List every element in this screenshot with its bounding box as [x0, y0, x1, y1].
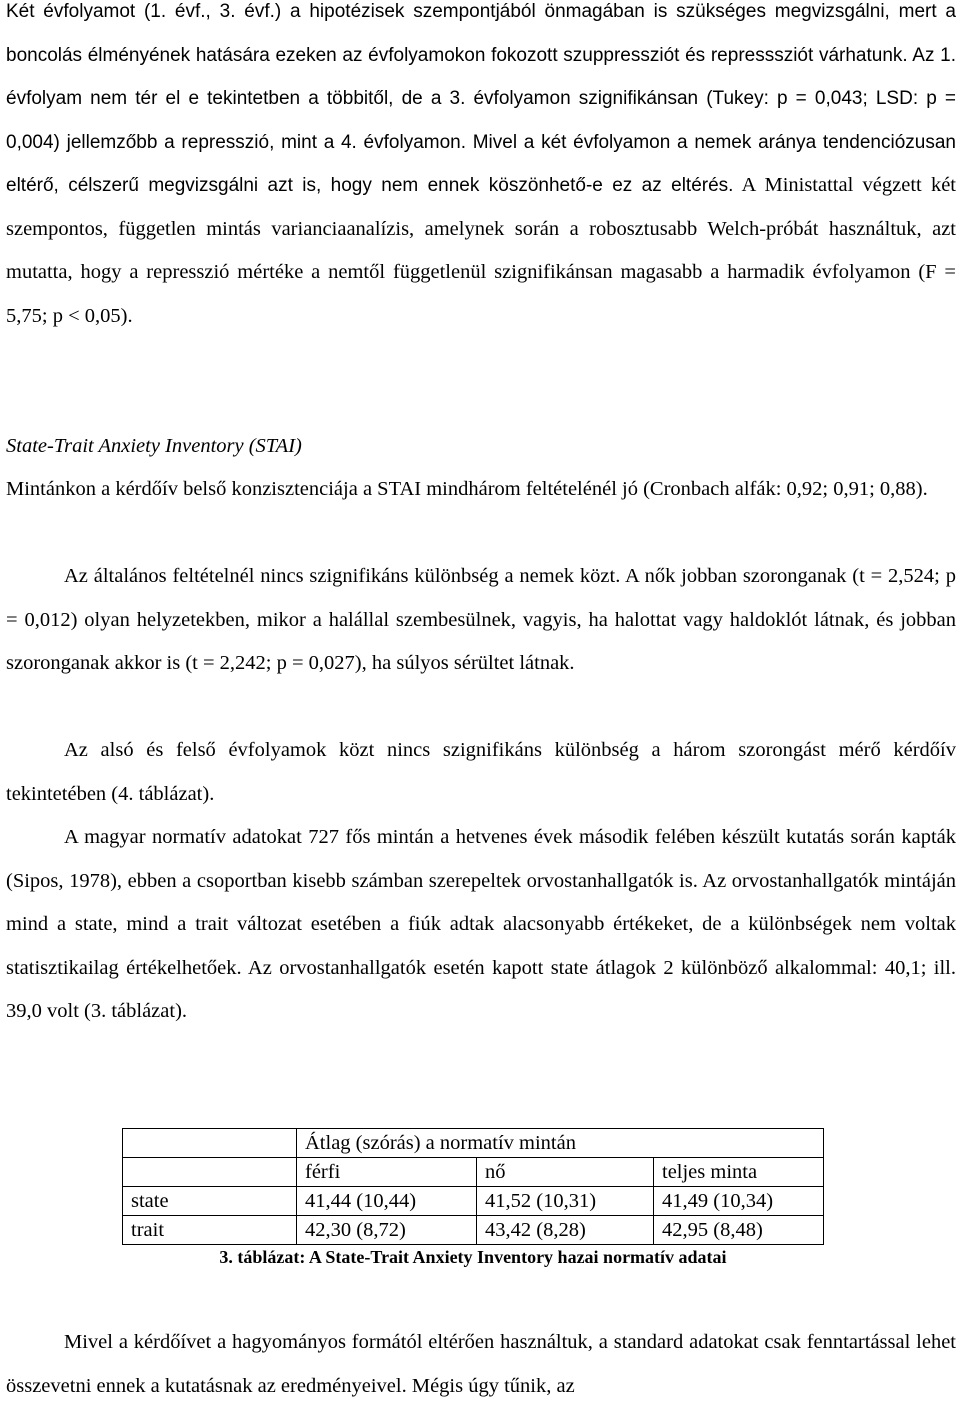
- paragraph-1-serif-text: A Ministattal végzett két szempontos, független mintás varianciaanalízis, amelynek során a robosztusabb Welch-próbát használtuk, azt mutatta, hogy a represszió mértéke a nemtől függetlenül szignifikánsan magasabb a harmadik évfolyamon (F = 5,75; p < 0,05).: [6, 174, 956, 327]
- paragraph-4: Az alsó és felső évfolyamok közt nincs szignifikáns különbség a három szorongást mérő kérdőív tekintetében (4. táblázat).: [6, 739, 956, 805]
- table-cell: trait: [123, 1216, 297, 1245]
- section-heading-stai: State-Trait Anxiety Inventory (STAI): [6, 435, 302, 457]
- table-header-cell: férfi: [297, 1158, 477, 1187]
- table-cell: 41,44 (10,44): [297, 1187, 477, 1216]
- table-cell: 43,42 (8,28): [477, 1216, 654, 1245]
- table-cell: 42,95 (8,48): [654, 1216, 824, 1245]
- table-cell: state: [123, 1187, 297, 1216]
- table-header-cell: nő: [477, 1158, 654, 1187]
- norm-table: [122, 1128, 824, 1245]
- table-header-row: [123, 1158, 824, 1187]
- norm-table-block: [122, 1128, 824, 1269]
- paragraph-5: A magyar normatív adatokat 727 fős mintán a hetvenes évek második felében készült kutatás során kapták (Sipos, 1978), ebben a csoportban kisebb számban szerepeltek orvostanhallgatók is. Az orvostanhallgatók mintáján mind a state, mind a trait változat esetében a fiúk adtak alacsonyabb értékeket, de a különbségek nem voltak statisztikailag értékelhetőek. Az orvostanhallgatók esetén kapott state átlagok 2 különböző alkalommal: 40,1; ill. 39,0 volt (3. táblázat).: [6, 826, 956, 1022]
- table-row: [123, 1216, 824, 1245]
- table-caption: 3. táblázat: A State-Trait Anxiety Inventory hazai normatív adatai: [219, 1247, 727, 1267]
- paragraph-3: Az általános feltételnél nincs szignifikáns különbség a nemek közt. A nők jobban szoronganak (t = 2,524; p = 0,012) olyan helyzetekben, mikor a halállal szembesülnek, vagyis, ha halottat vagy haldoklót látnak, és jobban szoronganak akkor is (t = 2,242; p = 0,027), ha súlyos sérültet látnak.: [6, 565, 956, 674]
- table-corner-cell: [123, 1129, 297, 1158]
- paragraph-1: [6, 0, 956, 338]
- table-header-cell: teljes minta: [654, 1158, 824, 1187]
- table-cell: 42,30 (8,72): [297, 1216, 477, 1245]
- table-row: [123, 1187, 824, 1216]
- table-header-cell: [123, 1158, 297, 1187]
- paragraph-1-sans-text: Két évfolyamot (1. évf., 3. évf.) a hipotézisek szempontjából önmagában is szükséges megvizsgálni, mert a boncolás élményének hatására ezeken az évfolyamokon fokozott szuppressziót és represssziót várhatunk. Az 1. évfolyam nem tér el e tekintetben a többitől, de a 3. évfolyamon szignifikánsan (Tukey: p = 0,043; LSD: p = 0,004) jellemzőbb a represszió, mint a 4. évfolyamon. Mivel a két évfolyamon a nemek aránya tendenciózusan eltérő, célszerű megvizsgálni azt is, hogy nem ennek köszönhető-e ez az eltérés.: [6, 1, 956, 196]
- table-title-row: [123, 1129, 824, 1158]
- table-title: Átlag (szórás) a normatív mintán: [297, 1129, 824, 1158]
- paragraph-6: Mivel a kérdőívet a hagyományos formától eltérően használtuk, a standard adatokat csak fenntartással lehet összevetni ennek a kutatásnak az eredményeivel. Mégis úgy tűnik, az: [6, 1331, 956, 1397]
- table-cell: 41,52 (10,31): [477, 1187, 654, 1216]
- table-cell: 41,49 (10,34): [654, 1187, 824, 1216]
- paragraph-2: Mintánkon a kérdőív belső konzisztenciája a STAI mindhárom feltételénél jó (Cronbach alfák: 0,92; 0,91; 0,88).: [6, 478, 928, 500]
